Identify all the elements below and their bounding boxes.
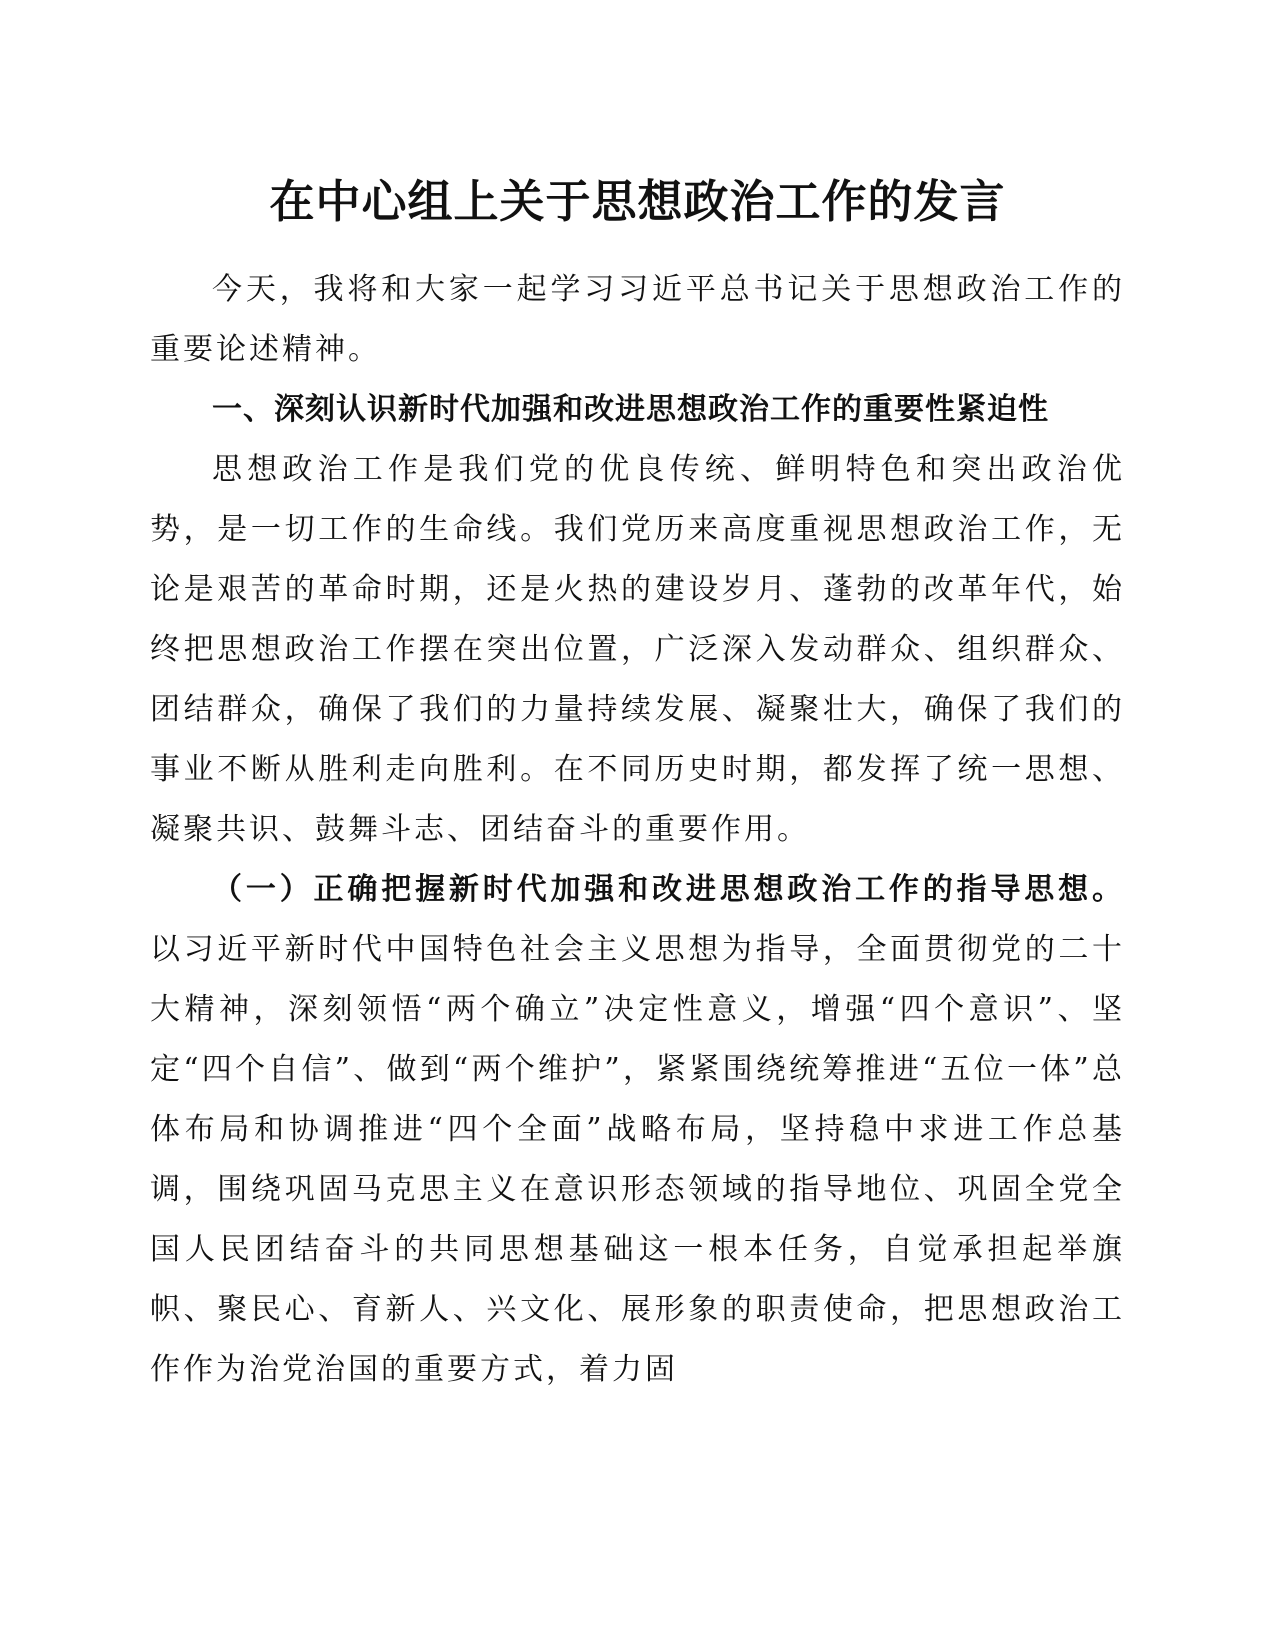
section-1-paragraph: 思想政治工作是我们党的优良传统、鲜明特色和突出政治优势，是一切工作的生命线。我们党历来高度重视思想政治工作，无论是艰苦的革命时期，还是火热的建设岁月、蓬勃的改革年代，始终把思想政治工作摆在突出位置，广泛深入发动群众、组织群众、团结群众，确保了我们的力量持续发展、凝聚壮大，确保了我们的事业不断从胜利走向胜利。在不同历史时期，都发挥了统一思想、凝聚共识、鼓舞斗志、团结奋斗的重要作用。 (150, 452, 1125, 847)
section-heading-1: 一、深刻认识新时代加强和改进思想政治工作的重要性紧迫性 (212, 392, 1049, 427)
document-title: 在中心组上关于思想政治工作的发言 (269, 175, 1006, 228)
subsection-1-body: 以习近平新时代中国特色社会主义思想为指导，全面贯彻党的二十大精神，深刻领悟“两个确立”决定性意义，增强“四个意识”、坚定“四个自信”、做到“两个维护”，紧紧围绕统筹推进“五位一体”总体布局和协调推进“四个全面”战略布局，坚持稳中求进工作总基调，围绕巩固马克思主义在意识形态领域的指导地位、巩固全党全国人民团结奋斗的共同思想基础这一根本任务，自觉承担起举旗帜、聚民心、育新人、兴文化、展形象的职责使命，把思想政治工作作为治党治国的重要方式，着力固 (150, 932, 1125, 1387)
subsection-1-lead: （一）正确把握新时代加强和改进思想政治工作的指导思想。 (212, 872, 1125, 907)
document-page (150, 168, 1125, 1400)
subsection-1-paragraph (150, 860, 1125, 1400)
intro-paragraph: 今天，我将和大家一起学习习近平总书记关于思想政治工作的重要论述精神。 (150, 272, 1125, 367)
